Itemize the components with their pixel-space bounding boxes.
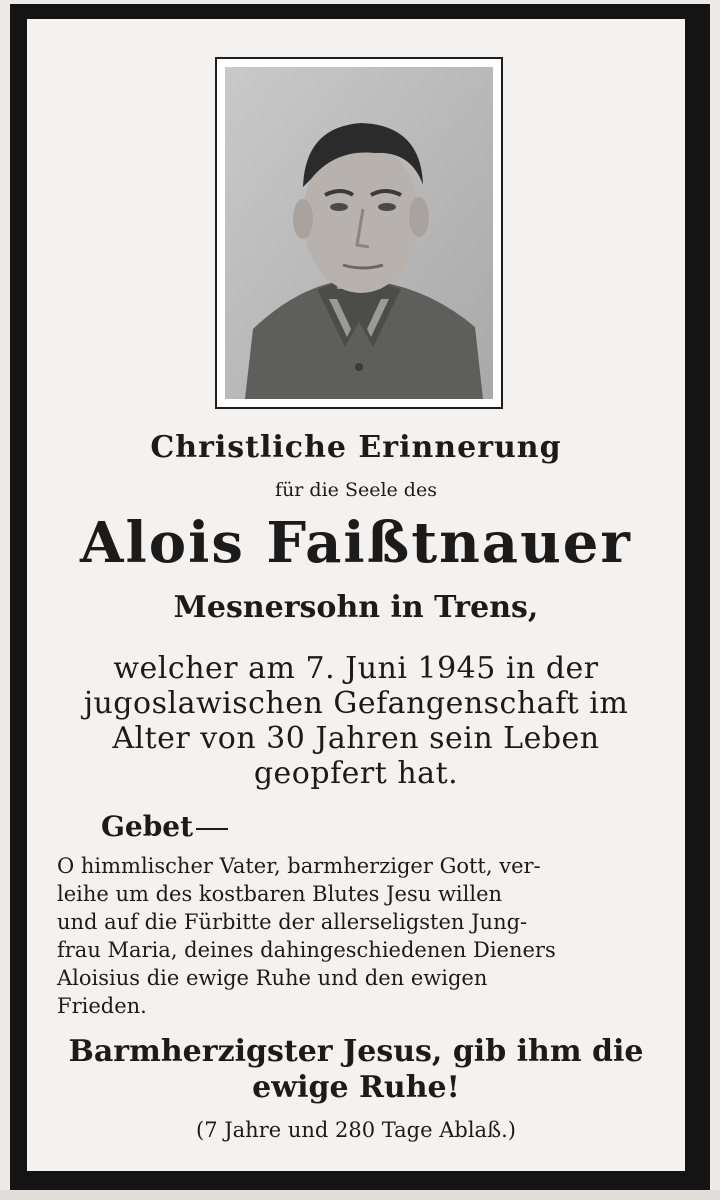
portrait-photo bbox=[215, 57, 503, 409]
soldier-portrait-image bbox=[225, 67, 493, 399]
prayer-line-6: Frieden. bbox=[57, 994, 147, 1018]
prayer-line-3: und auf die Fürbitte der allerseligsten Jung- bbox=[57, 910, 528, 934]
subheading-for-the-soul: für die Seele des bbox=[275, 479, 437, 501]
death-notice-line-3: Alter von 30 Jahren sein Leben bbox=[112, 721, 600, 756]
prayer-line-4: frau Maria, deines dahingeschiedenen Dieners bbox=[57, 938, 556, 962]
prayer-line-1: O himmlischer Vater, barmherziger Gott, ver- bbox=[57, 854, 541, 878]
prayer-line-5: Aloisius die ewige Ruhe und den ewigen bbox=[57, 966, 488, 990]
heading-christian-memorial: Christliche Erinnerung bbox=[150, 430, 562, 465]
death-notice-line-2: jugoslawischen Gefangenschaft im bbox=[83, 686, 629, 721]
deceased-description: Mesnersohn in Trens, bbox=[173, 590, 539, 625]
scan-background-strip bbox=[0, 1190, 720, 1200]
prayer-title bbox=[101, 810, 228, 843]
deceased-name: Alois Faißtnauer bbox=[80, 510, 632, 576]
indulgence-note: (7 Jahre und 280 Tage Ablaß.) bbox=[196, 1118, 516, 1142]
closing-prayer-line-1: Barmherzigster Jesus, gib ihm die bbox=[68, 1034, 644, 1069]
prayer-title-text: Gebet bbox=[101, 810, 194, 843]
death-notice-line-4: geopfert hat. bbox=[253, 756, 459, 791]
prayer-title-flourish bbox=[196, 828, 228, 830]
prayer-line-2: leihe um des kostbaren Blutes Jesu willen bbox=[57, 882, 503, 906]
closing-prayer-line-2: ewige Ruhe! bbox=[252, 1070, 460, 1105]
death-notice-line-1: welcher am 7. Juni 1945 in der bbox=[113, 651, 599, 686]
